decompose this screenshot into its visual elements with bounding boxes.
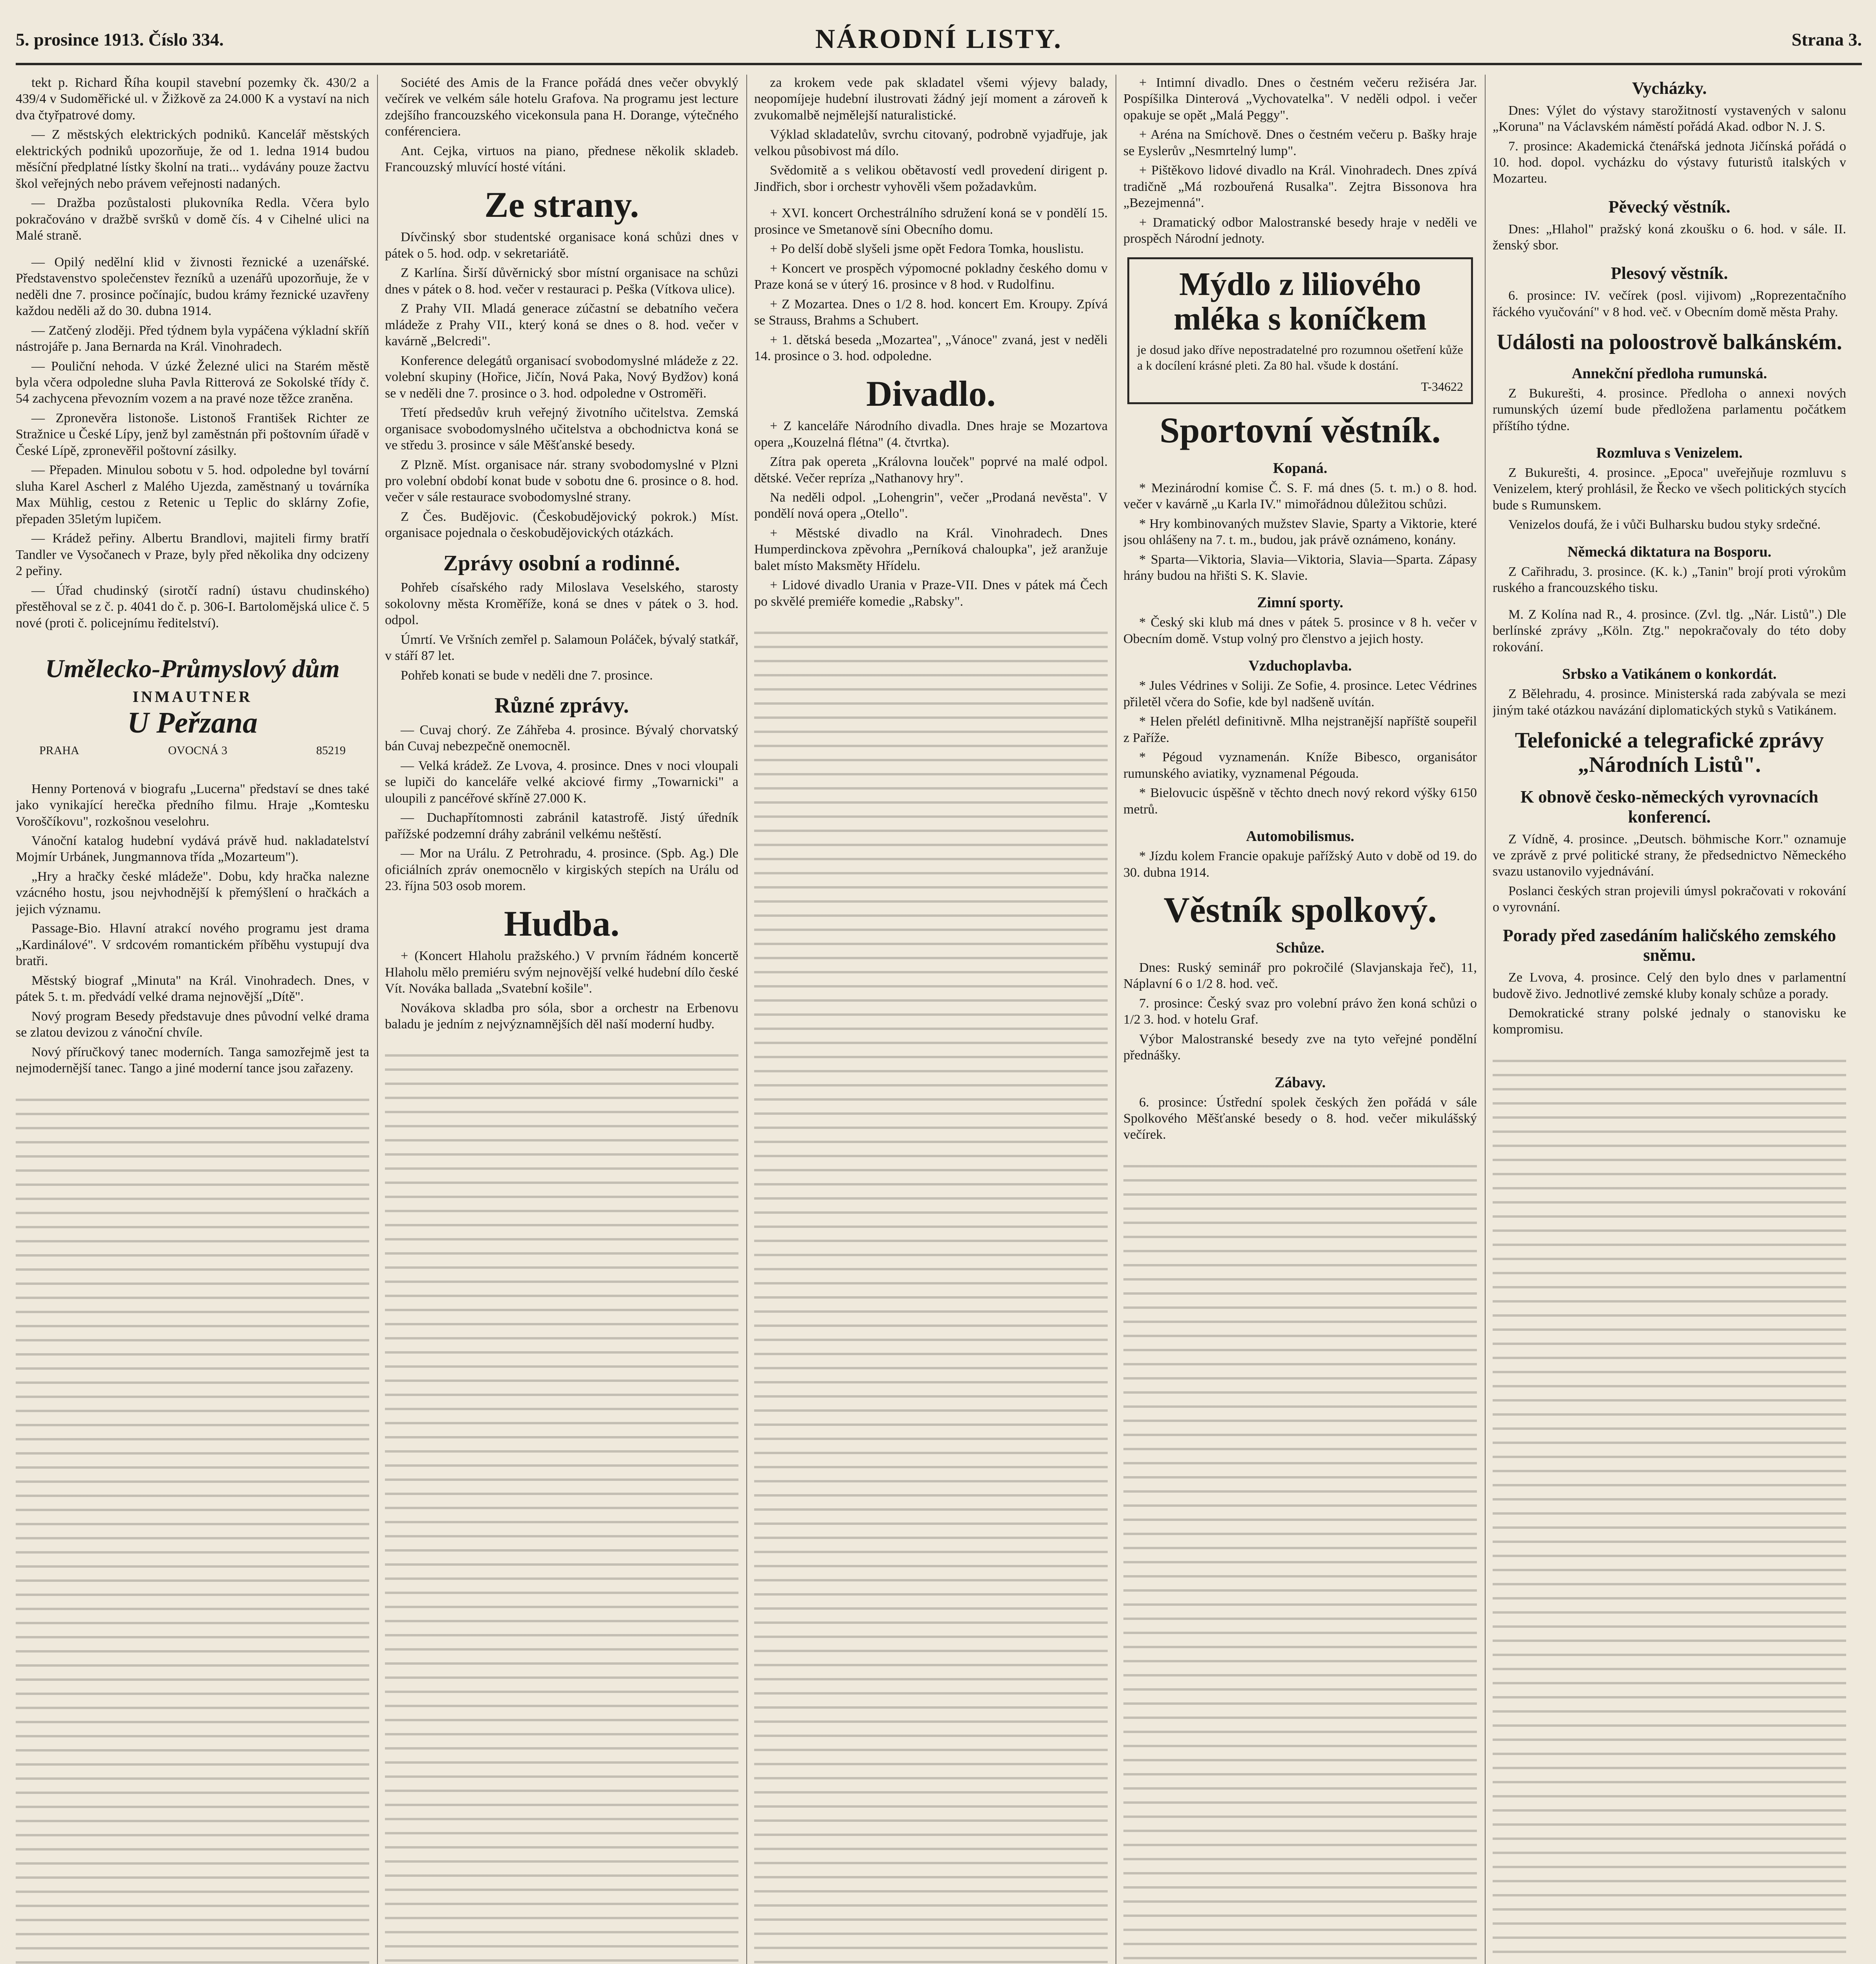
article xyxy=(1123,460,1477,584)
article-paragraph: — Duchapřítomnosti zabránil katastrofě. Jistý úředník pařížské podzemní dráhy zabránil velkému neštěstí. xyxy=(385,810,738,841)
article-heading: Různé zprávy. xyxy=(494,693,629,718)
article-heading: Zimní sporty. xyxy=(1257,594,1343,611)
article-paragraph: Dívčinský sbor studentské organisace koná schůzi dnes v pátek o 5. hod. odp. v sekretariátě. xyxy=(385,230,738,261)
ad-code: 85219 xyxy=(316,744,346,757)
article-heading: Události na poloostrově balkánském. xyxy=(1497,330,1842,354)
ad-title: Mýdlo z liliového mléka s koníčkem xyxy=(1173,266,1427,337)
article-paragraph: + 1. dětská beseda „Mozartea", „Vánoce" zvaná, jest v neděli 14. prosince o 3. hod. odpoledne. xyxy=(754,332,1108,364)
article-heading: Sportovní věstník. xyxy=(1160,410,1441,451)
article-heading: Pěvecký věstník. xyxy=(1608,197,1731,216)
article xyxy=(385,905,738,1033)
article xyxy=(1493,606,1846,655)
article-paragraph: Výklad skladatelův, svrchu citovaný, podrobně vyjadřuje, jak velkou působivost má dílo. xyxy=(754,127,1108,158)
article xyxy=(1123,828,1477,881)
ad-name: INMAUTNER xyxy=(132,687,253,705)
article xyxy=(1493,330,1846,355)
article-paragraph: — Zpronevěra listonoše. Listonoš František Richter ze Stražnice u České Lípy, jenž byl zaměstnán při poštovním úřadě v České Lípě, zpronevěřil poštovní zásilky. xyxy=(16,410,369,458)
article-paragraph: 7. prosince: Akademická čtenářská jednota Jičínská pořádá o 10. hod. dopol. vycházku do výstavy futuristů italských v Mozarteu. xyxy=(1493,139,1846,186)
ad-address xyxy=(39,744,346,757)
advertisement xyxy=(1127,257,1473,404)
article-paragraph: Vánoční katalog hudební vydává právě hud. nakladatelství Mojmír Urbánek, Jungmannova třída „Mozarteum"). xyxy=(16,834,369,865)
article-heading: Plesový věstník. xyxy=(1610,264,1728,283)
column-4 xyxy=(1123,75,1477,1964)
article xyxy=(16,781,369,1077)
article-paragraph: za krokem vede pak skladatel všemi výjevy balady, neopomíjeje hudební ilustrovati žádný její moment a zároveň k zvukomalbě nejmělejší naturalistické. xyxy=(754,75,1108,123)
article-paragraph: + Aréna na Smíchově. Dnes o čestném večeru p. Bašky hraje se Eyslerův „Nesmrtelný lump". xyxy=(1123,127,1477,158)
article-paragraph: — Krádež peřiny. Albertu Brandlovi, majiteli firmy bratří Tandler ve Vysočanech v Praze, byly před několika dny odcizeny 2 peřiny. xyxy=(16,531,369,579)
article xyxy=(1493,543,1846,596)
article-paragraph: Ant. Cejka, virtuos na piano, přednese několik skladeb. Francouzský mluvící hosté vítáni. xyxy=(385,143,738,175)
article-paragraph: Svědomitě a s velikou obětavostí vedl provedení dirigent p. Jindřich, sbor i orchestr vyhověli všem požadavkům. xyxy=(754,163,1108,194)
text-continuation xyxy=(16,1087,369,1964)
article-paragraph: 6. prosince: Ústřední spolek českých žen pořádá v sále Spolkového Měšťanské besedy o 8. hod. večer mikulášský večírek. xyxy=(1123,1095,1477,1142)
article xyxy=(385,186,738,541)
article-paragraph: — Velká krádež. Ze Lvova, 4. prosince. Dnes v noci vloupali se lupiči do kanceláře velké akciové firmy „Towarnicki" a uloupili z pancéřové skříně 27.000 K. xyxy=(385,758,738,806)
article-paragraph: — Úřad chudinský (sirotčí radní) ústavu chudinského) přestěhoval se z č. p. 4041 do č. p. 306-I. Bartolomějská ulice č. 5 nové (proti č. policejnímu ředitelství). xyxy=(16,583,369,630)
article-paragraph: Úmrtí. Ve Vršních zemřel p. Salamoun Poláček, bývalý statkář, v stáří 87 let. xyxy=(385,632,738,663)
article-paragraph: Z Bukurešti, 4. prosince. „Epoca" uveřejňuje rozmluvu s Venizelem, který prohlásil, že Řecko ve všech politických stycích bude s Rumunskem. xyxy=(1493,465,1846,513)
article-paragraph: + (Koncert Hlaholu pražského.) V prvním řádném koncertě Hlaholu mělo premiéru svým nejnovější velké hudební dílo české Vít. Nováka ballada „Svatební košile". xyxy=(385,949,738,996)
article xyxy=(1493,197,1846,254)
ad-street: OVOCNÁ 3 xyxy=(168,744,227,757)
article-paragraph: — Cuvaj chorý. Ze Záhřeba 4. prosince. Bývalý chorvatský bán Cuvaj nebezpečně onemocněl. xyxy=(385,722,738,754)
article-paragraph: + Z Mozartea. Dnes o 1/2 8. hod. koncert Em. Kroupy. Zpívá se Strauss, Brahms a Schubert. xyxy=(754,297,1108,328)
article-paragraph: Nový příručkový tanec moderních. Tanga samozřejmě jest ta nejmodernější tanec. Tango a jiné moderní tance jsou zařazeny. xyxy=(16,1044,369,1076)
article-paragraph: + Dramatický odbor Malostranské besedy hraje v neděli ve prospěch Národní jednoty. xyxy=(1123,215,1477,246)
article-paragraph: + Po delší době slyšeli jsme opět Fedora Tomka, houslistu. xyxy=(770,242,1084,256)
article-heading: Kopaná. xyxy=(1273,460,1328,476)
article-heading: Zábavy. xyxy=(1275,1074,1326,1091)
article-paragraph: — Zatčený zloději. Před týdnem byla vypáčena výkladní skříň nástrojáře p. Jana Bernarda na Král. Vinohradech. xyxy=(16,323,369,354)
article-paragraph: * Bielovucic úspěšně v těchto dnech nový rekord výšky 6150 metrů. xyxy=(1123,786,1477,817)
article-paragraph: — Opilý nedělní klid v živnosti řeznické a uzenářské. Představenstvo společenstev řezníků a uzenářů upozorňuje, že v neděli dne 7. prosince počínajíc, budou krámy řeznické uzavřeny každou neděli až do 30. dubna 1914. xyxy=(16,255,369,319)
article xyxy=(1123,411,1477,449)
article-paragraph: Z Bukurešti, 4. prosince. Předloha o annexi nových rumunských území bude předložena parlamentu počátkem příštího týdne. xyxy=(1493,386,1846,433)
article-heading: Schůze. xyxy=(1276,939,1325,956)
newspaper-page xyxy=(16,16,1862,1964)
article-paragraph: Dnes: Ruský seminář pro pokročilé (Slavjanskaja řeč), 11, Náplavní 6 o 1/2 8. hod. več. xyxy=(1123,960,1477,991)
text-continuation xyxy=(754,620,1108,1964)
article-paragraph: Z Vídně, 4. prosince. „Deutsch. böhmische Korr." oznamuje ve zprávě z prvé politické strany, že předsednictvo Německého svazu ustanovilo vyjednávání. xyxy=(1493,832,1846,879)
article-paragraph: Z Plzně. Míst. organisace nár. strany svobodomyslné v Plzni pro volební období konat bude v sobotu dne 6. prosince o 8. hod. večer v sále restaurace svobodomyslné strany. xyxy=(385,457,738,505)
column-2 xyxy=(385,75,738,1964)
article-paragraph: Nový program Besedy představuje dnes původní velké drama se zlatou devizou z vánoční chvíle. xyxy=(16,1009,369,1040)
ad-body: je dosud jako dříve nepostradatelné pro rozumnou ošetření kůže a k docílení krásné pleti. Za 80 hal. všude k dostání. xyxy=(1137,343,1463,373)
article-heading: Vycházky. xyxy=(1632,79,1707,98)
article-paragraph: + Pištěkovo lidové divadlo na Král. Vinohradech. Dnes zpívá tradičně „Má rozbouřená Rusalka". Zejtra Bissonova hra „Bezejmenná". xyxy=(1123,163,1477,211)
article-paragraph: — Z městských elektrických podniků. Kancelář městských elektrických podniků upozorňuje, že od 1. ledna 1914 budou měsíční předplatné lístky školní na trati... vydávány pouze žactvu škol veřejných nebo právem veřejnosti nadaných. xyxy=(16,127,369,191)
article xyxy=(1493,365,1846,434)
page-number: Strana 3. xyxy=(1792,29,1862,49)
article-paragraph: * Pégoud vyznamenán. Kníže Bibesco, organisátor rumunského aviatiky, vyznamenal Pégouda. xyxy=(1123,750,1477,781)
article-paragraph: Zítra pak opereta „Královna louček" poprvé na malé odpol. dětské. Večer repríza „Nathanovy hry". xyxy=(754,454,1108,486)
article-paragraph: Novákova skladba pro sóla, sbor a orchestr na Erbenovu baladu je jedním z nejvýznamnějších děl naší moderní hudby. xyxy=(385,1000,738,1031)
article-paragraph: Pohřeb konati se bude v neděli dne 7. prosince. xyxy=(401,668,653,683)
article-heading: Annekční předloha rumunská. xyxy=(1572,365,1767,382)
article xyxy=(1493,79,1846,187)
article-paragraph: + Koncert ve prospěch výpomocné pokladny českého domu v Praze koná se v úterý 16. prosince v 8 hod. v Rudolfinu. xyxy=(754,261,1108,292)
article xyxy=(16,254,369,631)
article-paragraph: Ze Lvova, 4. prosince. Celý den bylo dnes v parlamentní budově živo. Jednotlivé zemské kluby konaly schůze a porady. xyxy=(1493,970,1846,1001)
article xyxy=(1493,729,1846,777)
article xyxy=(1493,787,1846,916)
article-paragraph: tekt p. Richard Říha koupil stavební pozemky čk. 430/2 a 439/4 v Sudoměřické ul. v Žižkově za 24.000 K a vystaví na nich dva čtyřpatrové domy. xyxy=(16,75,369,123)
article-heading: Divadlo. xyxy=(866,373,996,414)
article-paragraph: „Hry a hračky české mládeže". Dobu, kdy hračka nalezne vzácného hostu, jsou nejvhodnější k přemýšlení o hračkách a jejich významu. xyxy=(16,869,369,916)
masthead xyxy=(16,16,1862,65)
text-continuation xyxy=(1493,1048,1846,1964)
article-paragraph: Venizelos doufá, že i vůči Bulharsku budou styky srdečné. xyxy=(1508,517,1821,532)
issue-date: 5. prosince 1913. Číslo 334. xyxy=(16,29,224,49)
article-paragraph: Třetí předsedův kruh veřejný životního učitelstva. Zemská organisace svobodomyslného učitelstva a obchodnictva koná se ve středu 3. prosince v sále Měšťanské besedy. xyxy=(385,405,738,453)
article xyxy=(1493,264,1846,320)
column-rule xyxy=(746,75,747,1964)
article xyxy=(1123,939,1477,1064)
article-paragraph: Pohřeb císařského rady Miloslava Veselského, starosty sokolovny města Kroměříže, koná se dnes v pátek o 3. hod. odpol. xyxy=(385,580,738,628)
advertisement xyxy=(27,643,357,769)
article-paragraph: — Přepaden. Minulou sobotu v 5. hod. odpoledne byl tovární sluha Karel Ascherl z Malého Ujezda, zaměstnaný u továrníka Max Mühlig, cestou z Retenic u Teplic do sklárny Zofie, přepaden 35letým lupičem. xyxy=(16,463,369,526)
ad-city: PRAHA xyxy=(39,744,79,757)
article-paragraph: Konference delegátů organisací svobodomyslné mládeže z 22. volební skupiny (Hořice, Jičín, Nová Paka, Nový Bydžov) koná se v neděli dne 7. prosince o 3. hod. odpoledne v Ostroměři. xyxy=(385,353,738,401)
column-rule xyxy=(377,75,378,1964)
article-paragraph: Henny Portenová v biografu „Lucerna" představí se dnes také jako vynikající herečka předního filmu. Hraje „Komtesku Voroščíkovu", rozkošnou veselohru. xyxy=(16,781,369,829)
article-paragraph: 6. prosince: IV. večírek (posl. vijivom) „Roprezentačního řáckého vyučování" v 8 hod. več. v Obecním domě města Prahy. xyxy=(1493,288,1846,319)
article-heading: Hudba. xyxy=(504,903,620,944)
column-1 xyxy=(16,75,369,1964)
article xyxy=(754,375,1108,610)
article-heading: Věstník spolkový. xyxy=(1163,890,1437,930)
article-heading: Zprávy osobní a rodinné. xyxy=(443,551,680,575)
ad-slogan: U Peřzana xyxy=(127,706,258,739)
article-heading: Německá diktatura na Bosporu. xyxy=(1567,543,1772,560)
article-paragraph: — Pouliční nehoda. V úzké Železné ulici na Starém městě byla včera odpoledne sluha Pavla Ritterová ze Sokolské třídy č. 54 zachycena převozním vozem a na pravé noze těžce zraněna. xyxy=(16,359,369,406)
article-heading: Vzduchoplavba. xyxy=(1248,658,1352,674)
article-heading: Automobilismus. xyxy=(1246,828,1354,845)
article-paragraph: * Mezinárodní komise Č. S. F. má dnes (5. t. m.) o 8. hod. večer v kavárně „u Karla IV." mimořádnou důležitou schůzi. xyxy=(1123,480,1477,512)
article-paragraph: Na neděli odpol. „Lohengrin", večer „Prodaná nevěsta". V pondělí nová opera „Otello". xyxy=(754,490,1108,521)
newspaper-title: NÁRODNÍ LISTY. xyxy=(815,24,1063,54)
column-3 xyxy=(754,75,1108,1964)
article-heading: Rozmluva s Venizelem. xyxy=(1596,445,1743,461)
article xyxy=(1123,75,1477,247)
article-paragraph: + Intimní divadlo. Dnes o čestném večeru režiséra Jar. Pospíšilka Dinterová „Vychovatelka". V neděli odpol. i večer opakuje se opět „Malá Peggy". xyxy=(1123,75,1477,123)
text-continuation xyxy=(1123,1153,1477,1964)
article xyxy=(1123,1074,1477,1143)
text-continuation xyxy=(385,1042,738,1964)
article-heading: Srbsko a Vatikánem o konkordát. xyxy=(1562,666,1777,683)
article-paragraph: * Sparta—Viktoria, Slavia—Viktoria, Slavia—Sparta. Zápasy hrány budou na hřišti S. K. Slavie. xyxy=(1123,552,1477,583)
article-paragraph: Městský biograf „Minuta" na Král. Vinohradech. Dnes, v pátek 5. t. m. předvádí velké drama nejnovější „Dítě". xyxy=(16,973,369,1004)
ad-title: Umělecko-Průmyslový dům xyxy=(45,654,340,683)
article xyxy=(754,75,1108,195)
article xyxy=(16,75,369,244)
article-paragraph: Poslanci českých stran projevili úmysl pokračovati v rokování o vyrovnání. xyxy=(1493,883,1846,915)
article-heading: Porady před zasedáním haličského zemského sněmu. xyxy=(1502,925,1836,965)
article-paragraph: * Jules Védrines v Soliji. Ze Sofie, 4. prosince. Letec Védrines přiletěl včera do Sofie, kde byl nadšeně uvítán. xyxy=(1123,678,1477,709)
article-paragraph: M. Z Kolína nad R., 4. prosince. (Zvl. tlg. „Nár. Listů".) Dle berlínské zprávy „Köln. Ztg." nepokračovaly do této doby rokování. xyxy=(1493,607,1846,654)
article-paragraph: * Český ski klub má dnes v pátek 5. prosince v 8 h. večer v Obecním domě. Vstup volný pro členstvo a jejich hosty. xyxy=(1123,615,1477,646)
article xyxy=(1493,665,1846,718)
article xyxy=(1493,444,1846,533)
column-rule xyxy=(1485,75,1486,1964)
article-heading: K obnově česko-německých vyrovnacích konferencí. xyxy=(1520,787,1819,826)
article-paragraph: * Hry kombinovaných mužstev Slavie, Sparty a Viktorie, které jsou ohlášeny na 7. t. m., budou, jak právě oznámeno, konány. xyxy=(1123,516,1477,548)
article xyxy=(385,551,738,683)
article-paragraph: * Helen přelétl definitivně. Mlha nejstranější napříště soupeřil z Paříže. xyxy=(1123,714,1477,745)
article-paragraph: Z Čes. Budějovic. (Českobudějovický pokrok.) Míst. organisace pojednala o českobudějovických otázkách. xyxy=(385,509,738,540)
article-paragraph: Z Prahy VII. Mladá generace zúčastní se debatního večera mládeže z Prahy VII., který koná se dnes o 8. hod. večer v kavárně „Belcredi". xyxy=(385,301,738,349)
article-paragraph: Z Karlína. Širší důvěrnický sbor místní organisace na schůzi dnes v pátek o 8. hod. večer v restauraci p. Peška (Vítkova ulice). xyxy=(385,266,738,297)
article-paragraph: Dnes: Výlet do výstavy starožitností vystavených v salonu „Koruna" na Václavském náměstí pořádá Akad. odbor N. J. S. xyxy=(1493,103,1846,134)
article-paragraph: Société des Amis de la France pořádá dnes večer obvyklý večírek ve velkém sále hotelu Grafova. Na programu jest lecture zdejšího francouzského vicekonsula pana H. Dorange, výtečného conférenciera. xyxy=(385,75,738,139)
article-paragraph: + Lidové divadlo Urania v Praze-VII. Dnes v pátek má Čech po skvělé premiéře komedie „Rabsky". xyxy=(754,578,1108,609)
article-paragraph: 7. prosince: Český svaz pro volební právo žen koná schůzi o 1/2 3. hod. v hotelu Graf. xyxy=(1123,996,1477,1027)
article-paragraph: * Jízdu kolem Francie opakuje pařížský Auto v době od 19. do 30. dubna 1914. xyxy=(1123,849,1477,880)
article xyxy=(1493,926,1846,1038)
article-paragraph: Demokratické strany polské jednaly o stanovisku ke kompromisu. xyxy=(1493,1006,1846,1037)
article-paragraph: Výbor Malostranské besedy zve na tyto veřejné pondělní přednášky. xyxy=(1123,1031,1477,1063)
article-paragraph: — Dražba pozůstalosti plukovníka Redla. Včera bylo pokračováno v dražbě svršků v domě čís. 4 v Cihelné ulici na Malé straně. xyxy=(16,196,369,243)
article xyxy=(754,205,1108,364)
article-paragraph: + XVI. koncert Orchestrálního sdružení koná se v pondělí 15. prosince ve Smetanově síni Obecního domu. xyxy=(754,206,1108,237)
article-paragraph: Z Cařihradu, 3. prosince. (K. k.) „Tanin" brojí proti výrokům ruského a francouzského tisku. xyxy=(1493,564,1846,595)
article xyxy=(385,694,738,894)
article xyxy=(385,75,738,176)
article xyxy=(1123,891,1477,929)
article-paragraph: Z Bělehradu, 4. prosince. Ministerská rada zabývala se mezi jiným také otázkou navázání diplomatických styků s Vatikánem. xyxy=(1493,687,1846,718)
article-paragraph: — Mor na Urálu. Z Petrohradu, 4. prosince. (Spb. Ag.) Dle oficiálních zpráv onemocnělo v kirgiských stepích na Urálu od 23. října 503 osob morem. xyxy=(385,846,738,894)
article-heading: Ze strany. xyxy=(484,184,639,225)
column-5 xyxy=(1493,75,1846,1964)
article-paragraph: + Městské divadlo na Král. Vinohradech. Dnes Humperdinckova zpěvohra „Perníková chaloupka", jež aranžuje balet místo Maksměty Hřídelu. xyxy=(754,526,1108,573)
article-heading: Telefonické a telegrafické zprávy „Národních Listů". xyxy=(1515,728,1824,777)
article-paragraph: + Z kanceláře Národního divadla. Dnes hraje se Mozartova opera „Kouzelná flétna" (4. čtvrtka). xyxy=(754,419,1108,450)
article-paragraph: Passage-Bio. Hlavní atrakcí nového programu jest drama „Kardinálové". V srdcovém romantickém příběhu vystupují dva bratři. xyxy=(16,921,369,969)
article-paragraph: Dnes: „Hlahol" pražský koná zkoušku o 6. hod. v sále. II. ženský sbor. xyxy=(1493,222,1846,253)
article xyxy=(1123,657,1477,817)
ad-code: T-34622 xyxy=(1421,379,1463,394)
article xyxy=(1123,594,1477,647)
